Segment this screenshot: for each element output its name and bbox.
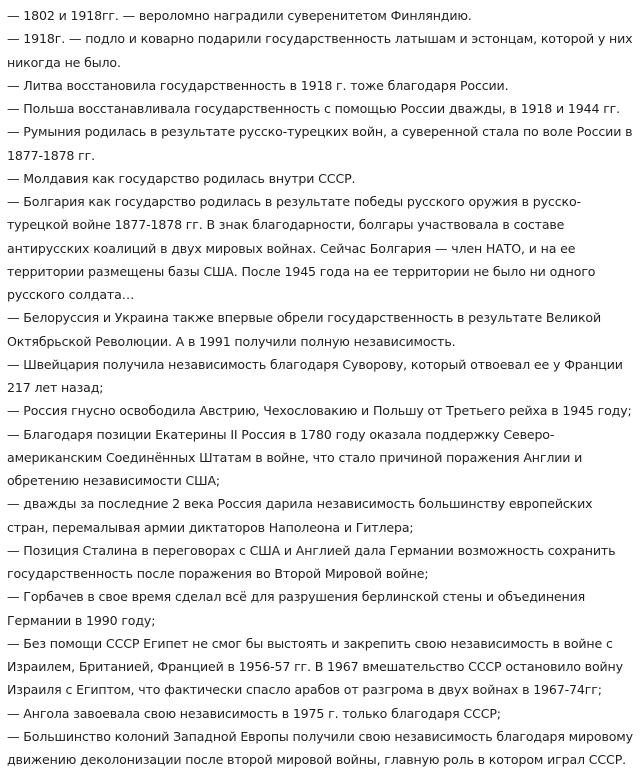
paragraph-finland: — 1802 и 1918гг. — вероломно наградили суверенитетом Финляндию.: [7, 8, 472, 23]
paragraph-switzerland: — Швейцария получила независимость благодаря Суворову, который отвоевал ее у Франции 217 лет назад;: [7, 356, 623, 395]
paragraph-romania: — Румыния родилась в результате русско-турецких войн, а суверенной стала по воле России в 1877-1878 гг.: [7, 124, 633, 163]
paragraph-austria-czech-poland: — Россия гнусно освободила Австрию, Чехословакию и Польшу от Третьего рейха в 1945 году;: [7, 403, 632, 419]
paragraph-latvia-estonia: — 1918г. — подло и коварно подарили государственность латышам и эстонцам, которой у них никогда не было.: [7, 31, 633, 70]
paragraph-lithuania: — Литва восстановила государственность в 1918 г. тоже благодаря России.: [7, 77, 509, 93]
paragraph-germany-stalin: — Позиция Сталина в переговорах с США и Англией дала Германии возможность сохранить государственность после поражения во Второй Мировой войне;: [7, 542, 616, 581]
paragraph-bulgaria: — Болгария как государство родилась в результате победы русского оружия в русско-турецкой войне 1877-1878 гг. В знак благодарности, болгары участвовала в составе антирусских коалиций в двух мировых войнах. Сейчас Болгария — член НАТО, и на ее территории размещены базы США. После 1945 года на ее территории не было ни одного русского солдата…: [7, 194, 596, 302]
paragraph-germany-gorbachev: — Горбачев в свое время сделал всё для разрушения берлинской стены и объединения Германии в 1990 году;: [7, 589, 586, 628]
paragraph-belarus-ukraine: — Белоруссия и Украина также впервые обрели государственность в результате Великой Октябрьской Революции. А в 1991 получили полную независимость.: [7, 310, 601, 349]
paragraph-egypt: — Без помощи СССР Египет не смог бы выстоять и закрепить свою независимость в войне с Израилем, Британией, Францией в 1956-57 гг. В 1967 вмешательство СССР остановило войну Израиля с Египтом, что фактически спасло арабов от разгрома в двух войнах в 1967-74гг;: [7, 635, 623, 698]
paragraph-angola: — Ангола завоевала свою независимость в 1975 г. только благодаря СССР;: [7, 705, 501, 721]
paragraph-moldova: — Молдавия как государство родилась внутри СССР.: [7, 170, 356, 186]
paragraph-decolonization: — Большинство колоний Западной Европы получили свою независимость благодаря мировому движению деколонизации после второй мировой войны, главную роль в котором играл СССР.: [7, 728, 633, 767]
paragraph-europe: — дважды за последние 2 века Россия дарила независимость большинству европейских стран, перемалывая армии диктаторов Наполеона и Гитлера;: [7, 496, 593, 535]
paragraph-usa: — Благодаря позиции Екатерины II Россия в 1780 году оказала поддержку Северо-американским Соединённых Штатам в войне, что стало причиной поражения Англии и обретению независимости США;: [7, 426, 583, 488]
paragraph-poland: — Польша восстанавливала государственность с помощью России дважды, в 1918 и 1944 гг.: [7, 101, 620, 116]
